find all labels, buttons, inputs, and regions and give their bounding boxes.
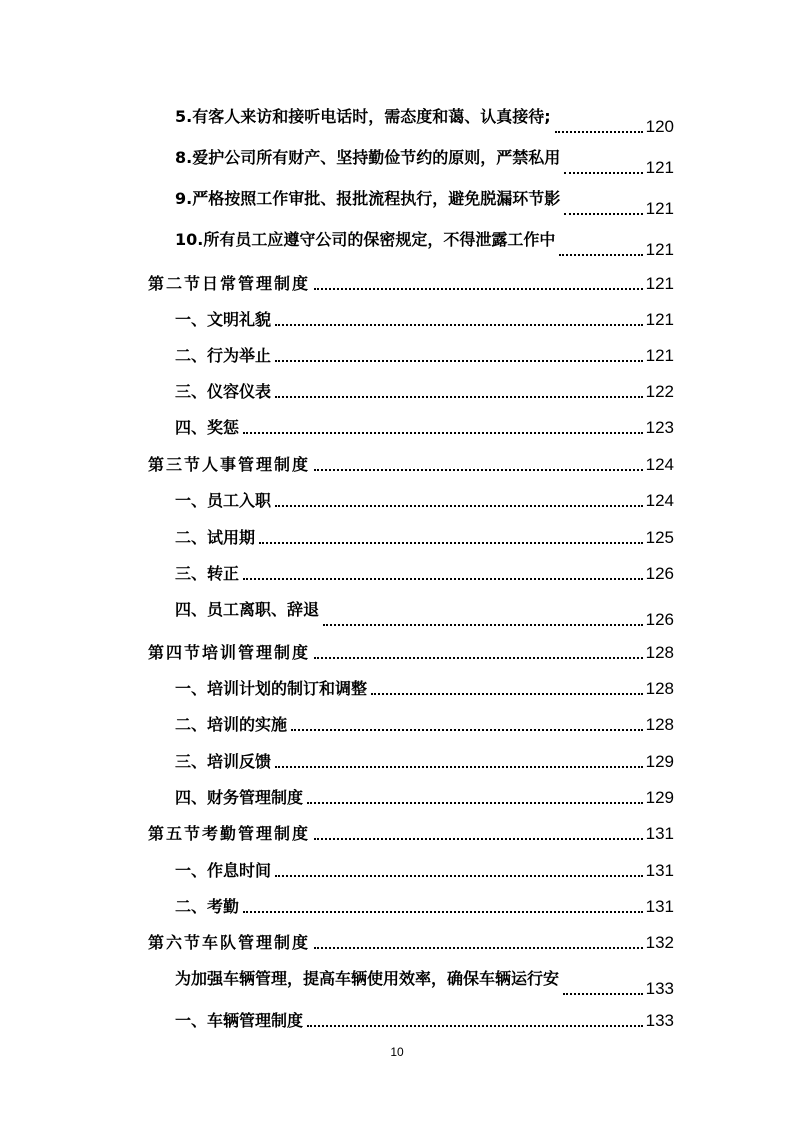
dot-leader [243,432,643,434]
toc-entry-page: 121 [645,158,674,177]
toc-entry-label: 三、仪容仪表 [175,382,272,401]
toc-entry-label: 三、培训反馈 [175,752,272,771]
dot-leader [243,911,643,913]
dot-leader [307,1025,643,1027]
toc-entry-page: 129 [645,752,674,771]
toc-entry-label: 二、培训的实施 [175,715,288,734]
dot-leader [371,693,643,695]
toc-entry[interactable] [0,822,794,846]
dot-leader [259,542,643,544]
toc-entry[interactable] [0,641,794,665]
toc-entry[interactable] [0,677,794,701]
toc-entry-label: 5.有客人来访和接听电话时，需态度和蔼、认真接待; [175,107,551,126]
toc-entry-page: 121 [645,199,674,218]
dot-leader [275,505,643,507]
toc-entry-page: 124 [645,455,674,474]
dot-leader [314,947,643,949]
toc-entry-page: 123 [645,418,674,437]
toc-entry-page: 129 [645,788,674,807]
toc-entry-page: 128 [645,715,674,734]
toc-entry-label: 一、车辆管理制度 [175,1011,304,1030]
toc-entry-page: 128 [645,643,674,662]
toc-entry[interactable] [0,146,794,177]
toc-entry-label: 第四节培训管理制度 [148,643,311,662]
dot-leader [314,288,643,290]
toc-entry-page: 131 [645,861,674,880]
toc-entry[interactable] [0,105,794,136]
toc-entry-page: 128 [645,679,674,698]
dot-leader [564,213,642,215]
dot-leader [563,993,643,995]
toc-entry-page: 121 [645,274,674,293]
dot-leader [314,469,643,471]
toc-entry[interactable] [0,598,794,629]
toc-entry-label: 一、作息时间 [175,861,272,880]
toc-entry-label: 一、员工入职 [175,491,272,510]
toc-entry-label: 二、试用期 [175,528,256,547]
toc-entry-label: 8.爱护公司所有财产、坚持勤俭节约的原则，严禁私用 [175,148,561,167]
toc-entry[interactable] [0,1009,794,1033]
toc-entry-page: 131 [645,897,674,916]
toc-entry[interactable] [0,272,794,296]
toc-entry-page: 125 [645,528,674,547]
toc-entry-label: 四、财务管理制度 [175,788,304,807]
toc-entry-label: 二、考勤 [175,897,240,916]
toc-entry-label: 第二节日常管理制度 [148,274,311,293]
toc-entry[interactable] [0,489,794,513]
toc-entry-page: 126 [645,610,674,629]
toc-entry[interactable] [0,416,794,440]
dot-leader [564,172,642,174]
toc-entry[interactable] [0,380,794,404]
toc-entry[interactable] [0,895,794,919]
toc-entry-page: 133 [645,1011,674,1030]
toc-entry-page: 121 [645,346,674,365]
toc-entry[interactable] [0,228,794,259]
dot-leader [275,324,643,326]
dot-leader [275,360,643,362]
toc-entry[interactable] [0,750,794,774]
toc-entry[interactable] [0,713,794,737]
toc-entry-label: 三、转正 [175,564,240,583]
toc-entry-label: 第三节人事管理制度 [148,455,311,474]
dot-leader [275,766,643,768]
toc-entry-label: 第五节考勤管理制度 [148,824,311,843]
toc-entry[interactable] [0,526,794,550]
dot-leader [323,624,643,626]
dot-leader [555,131,643,133]
dot-leader [314,838,643,840]
toc-entry[interactable] [0,562,794,586]
toc-entry[interactable] [0,344,794,368]
toc-entry[interactable] [0,859,794,883]
page-number: 10 [390,1045,404,1059]
toc-entry-label: 9.严格按照工作审批、报批流程执行，避免脱漏环节影 [175,189,561,208]
dot-leader [275,396,643,398]
dot-leader [559,254,642,256]
toc-entry-page: 120 [645,117,674,136]
toc-entry[interactable] [0,967,794,998]
toc-entry-page: 121 [645,240,674,259]
dot-leader [307,802,643,804]
toc-entry-label: 第六节车队管理制度 [148,933,311,952]
toc-entry-page: 131 [645,824,674,843]
toc-entry-label: 为加强车辆管理，提高车辆使用效率，确保车辆运行安 [175,969,560,988]
dot-leader [314,657,643,659]
toc-entry-label: 四、员工离职、辞退 [175,600,320,619]
dot-leader [275,875,643,877]
toc-entry[interactable] [0,786,794,810]
toc-entry-label: 10.所有员工应遵守公司的保密规定，不得泄露工作中 [175,230,556,249]
toc-entry-label: 一、文明礼貌 [175,310,272,329]
toc-entry-label: 四、奖惩 [175,418,240,437]
toc-entry[interactable] [0,308,794,332]
toc-entry-page: 133 [645,979,674,998]
toc-entry[interactable] [0,931,794,955]
dot-leader [243,578,643,580]
toc-entry-page: 126 [645,564,674,583]
toc-entry-label: 一、培训计划的制订和调整 [175,679,368,698]
dot-leader [291,729,643,731]
toc-entry-page: 132 [645,933,674,952]
toc-entry[interactable] [0,453,794,477]
toc-entry-page: 124 [645,491,674,510]
toc-entry-label: 二、行为举止 [175,346,272,365]
toc-entry[interactable] [0,187,794,218]
toc-entry-page: 121 [645,310,674,329]
toc-entry-page: 122 [645,382,674,401]
